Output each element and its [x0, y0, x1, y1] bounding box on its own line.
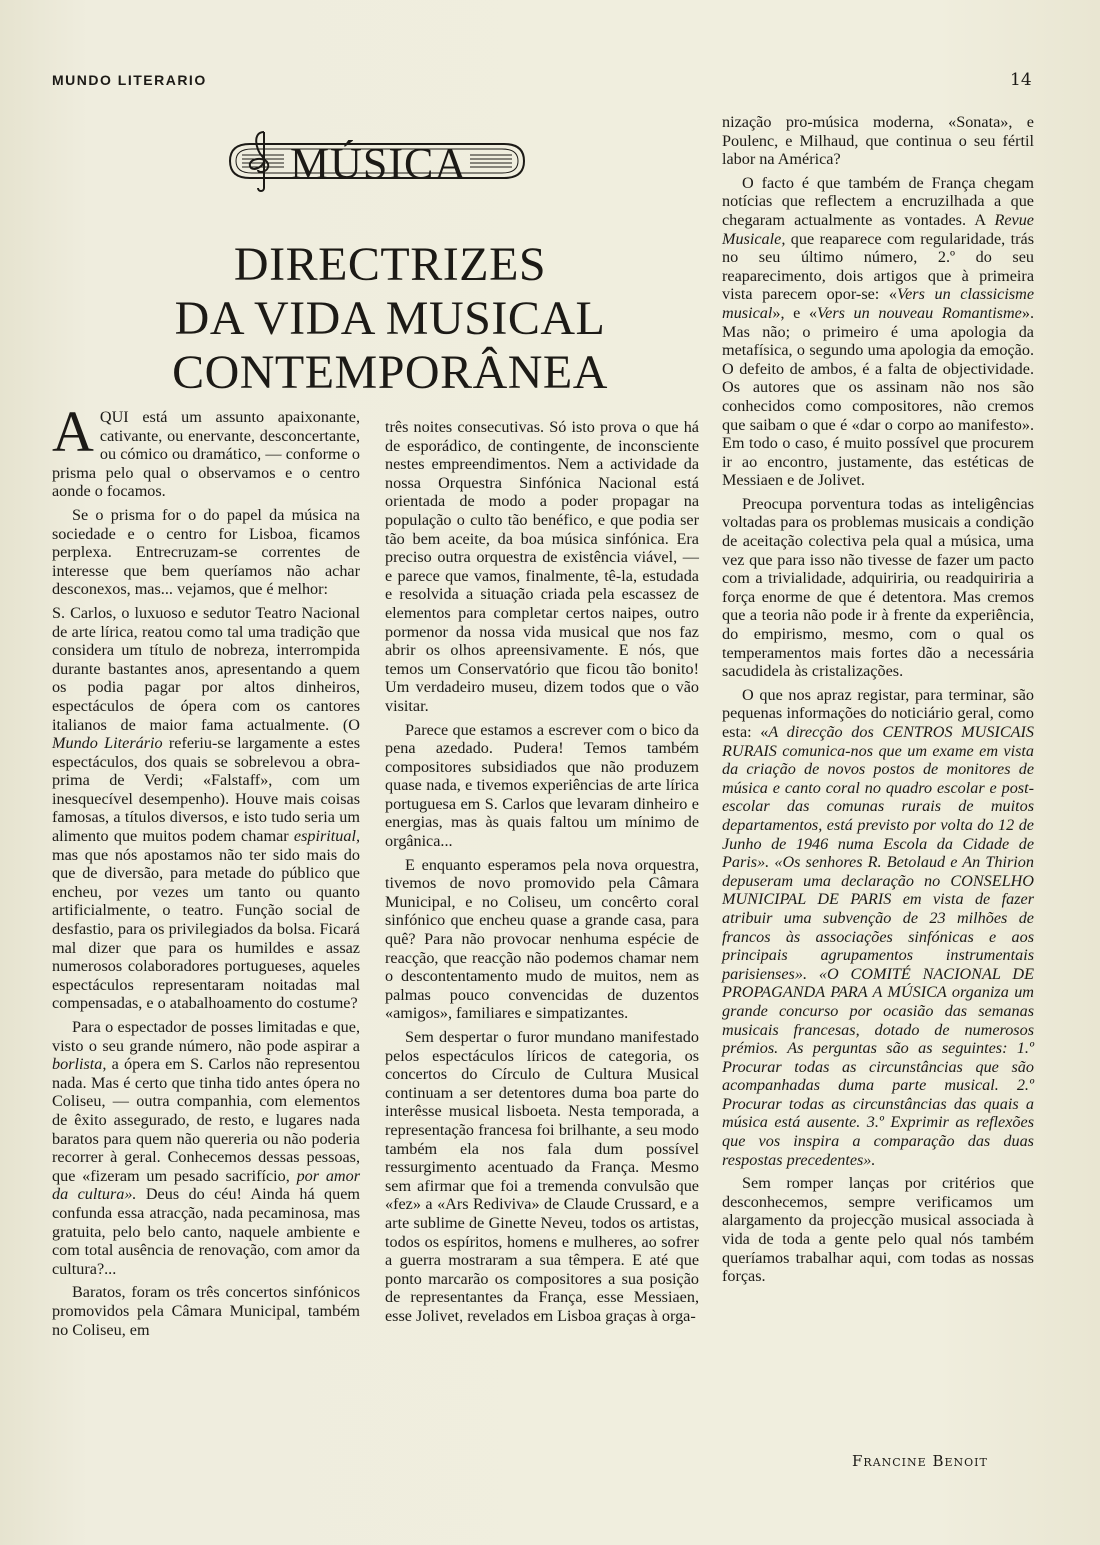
- article-column-1: [52, 399, 361, 1344]
- article-column-2: [385, 418, 699, 1331]
- paragraph: três noites consecutivas. Só isto prova o que há de esporádico, de contingente, de inconsciente nestes empreendimentos. Nem a actividade da nossa Orquestra Sinfónica Nacional está orientada de modo a poder propagar na população o culto tão benéfico, e que podia ser tão bem aceite, da boa música sinfónica. Era preciso outra orquestra de existência viável, — e parece que vamos, finalmente, tê-la, estudada e resolvida a situação criada pela escassez de elementos para completar certos naipes, outro pormenor da nossa vida musical que nos faz abrir os olhos apreensivamente. E nós, que temos um Conservatório que ficou tão bonito! Um verdadeiro museu, dizem todos que o vão visitar.: [385, 418, 699, 715]
- author-signature: Francine Benoit: [852, 1452, 988, 1470]
- headline-line: DA VIDA MUSICAL: [174, 292, 606, 345]
- italic-text: por amor da cultura».: [52, 1166, 360, 1204]
- paragraph-text: Deus do céu! Ainda há quem confunda essa atracção, nada pecaminosa, mas gratuita, pelo belo canto, naquele ambiente e com total ausência de renovação, com amor da cultura?...: [52, 1185, 361, 1278]
- paragraph: [722, 686, 1034, 1169]
- paragraph: Se o prisma for o do papel da música na sociedade e o centro for Lisboa, ficamos perplexa. Entrecruzam-se correntes de interesse que bem queríamos não achar desconexos, mas... vejamos, que é melhor:: [52, 505, 360, 599]
- italic-text: Mundo Literário: [52, 734, 163, 753]
- page-number: 14: [1010, 70, 1032, 90]
- italic-text: borlista,: [52, 1055, 107, 1074]
- paragraph-text: QUI está um assunto apaixonante, cativante, ou enervante, desconcertante, ou cómico ou dramático, — conforme o prisma pelo qual o observamos e o centro aonde o focamos.: [52, 408, 360, 501]
- paragraph-text: a ópera em S. Carlos não representou nada. Mas é certo que tinha tido antes ópera no Coliseu, — outra companhia, com elementos de êxito assegurado, de resto, e lugares nada baratos para quem não quereria ou não poderia recorrer à geral. Conhecemos dessas pessoas, que «fizeram um pesado sacrifício,: [52, 1055, 360, 1185]
- italic-text: Revue Musicale,: [722, 210, 1034, 248]
- section-title: MÚSICA: [290, 139, 468, 188]
- paragraph-text: », e «: [772, 303, 818, 322]
- paragraph-text: O facto é que também de França chegam notícias que reflectem a encruzilhada a que chegaram actualmente as vontades. A: [722, 173, 1034, 229]
- paragraph: [52, 604, 360, 1013]
- paragraph-text: O que nos apraz registar, para terminar, são pequenas informações do noticiário geral, como esta: «: [722, 685, 1034, 741]
- paragraph: nização pro-música moderna, «Sonata», e Poulenc, e Milhaud, que continua o seu fértil labor na América?: [722, 113, 1034, 169]
- magazine-name: MUNDO LITERARIO: [52, 72, 207, 88]
- headline-line: CONTEMPORÂNEA: [172, 346, 608, 399]
- article-headline: [120, 238, 660, 400]
- paragraph: E enquanto esperamos pela nova orquestra, tivemos de novo promovido pela Câmara Municipal, e no Coliseu, um concêrto coral sinfónico que encheu quase a grande casa, para quê? Para não provocar nenhuma espécie de reacção, que reacção não podemos chamar nem o descontentamento mudo de muitos, nem as palmas pouco convencidas de duzentos «amigos», familiares e simpatizantes.: [385, 855, 699, 1023]
- drop-cap: A: [52, 399, 94, 464]
- paragraph: [52, 399, 360, 501]
- paragraph: Parece que estamos a escrever com o bico da pena azedado. Pudera! Temos também compositores subsidiados que não produzem quase nada, e tivemos experiências de arte lírica portuguesa em S. Carlos que levaram dinheiro e energias, mas às quais faltou um mínimo de orgânica...: [385, 720, 699, 851]
- paragraph: Preocupa porventura todas as inteligências voltadas para os problemas musicais a condição de aceitação colectiva pela qual a música, uma vez que para isso não tivesse de fazer um pacto com a trivialidade, adquiriria, ou readquiriria a força enorme de que é detentora. Mas cremos que a teoria não pode ir à frente da experiência, do empirismo, mesmo, com o qual os temperamentos mais fortes dão a necessária sacudidela às cristalizações.: [722, 494, 1034, 681]
- paragraph-text: que reaparece com regularidade, trás no seu último número, 2.º do seu reaparecimento, dois artigos que à primeira vista parecem opor-se: «: [722, 229, 1034, 304]
- paragraph: Sem romper lanças por critérios que desconhecemos, sempre verificamos um alargamento da projecção musical associada à vida de toda a gente pelo qual nós também queríamos trabalhar aqui, com todas as nossas forças.: [722, 1174, 1034, 1286]
- headline-line: DIRECTRIZES: [233, 238, 547, 291]
- paragraph-text: referiu-se largamente a estes espectáculos, dos quais se sobrelevou a obra-prima de Verdi; «Falstaff», com um inesquecível desempenho). Houve mais coisas famosas, a títulos diversos, e isto tudo seria um alimento que muitos podem chamar: [52, 734, 360, 846]
- paragraph-text: S. Carlos, o luxuoso e sedutor Teatro Nacional de arte lírica, reatou como tal uma tradição que considera um título de nobreza, interrompida durante bastantes anos, apresentando a quem os podia pagar por altos dinheiros, espectáculos de ópera com os cantores italianos de maior fama actualmente. (O: [52, 603, 360, 734]
- paragraph: [52, 1018, 360, 1278]
- paragraph: [722, 174, 1034, 490]
- italic-text: Vers un classicisme musical: [722, 285, 1035, 322]
- paragraph-text: ». Mas não; o primeiro é uma apologia da metafísica, o segundo uma apologia da emoção. O defeito de ambos, é a falta de objectividade. Os autores que os assinam não nos são conhecidos como compositores, não cremos que saibam o que é «dar o corpo ao manifesto». Em todo o caso, é muito possível que procurem ir ao encontro, justamente, das estéticas de Messiaen e de Jolivet.: [722, 303, 1035, 490]
- paragraph-text: Para o espectador de posses limitadas e que, visto o seu grande número, não pode aspirar a: [52, 1018, 360, 1055]
- paragraph: Sem despertar o furor mundano manifestado pelos espectáculos líricos de categoria, os concertos do Círculo de Cultura Musical continuam a ser detentores duma boa parte do interêsse musical lisboeta. Nesta temporada, a representação francesa foi brilhante, a seu modo também ela nos fala dum possível ressurgimento acentuado da França. Mesmo sem afirmar que foi a tremenda convulsão que «fez» a «Ars Rediviva» de Claude Crussard, e a arte sublime de Ginette Neveu, todos os artistas, todos os espíritos, homens e mulheres, ao sofrer a guerra mostraram a sua têmpera. E até que ponto marcarão os compositores a sua posição de representantes da França, esse Messiaen, esse Jolivet, revelados em Lisboa graças à orga-: [385, 1028, 699, 1325]
- italic-text: espiritual,: [293, 827, 360, 846]
- article-column-3: [722, 113, 1034, 1291]
- paragraph-text: mas que nós apostamos não ter sido mais do que de diversão, para metade do público que encheu, por vezes um tanto ou quanto artificialmente, o teatro. Função social de desfastio, para os privilegiados da bolsa. Ficará mal dizer que para os humildes e assaz numerosos colaboradores portugueses, aqueles espectáculos representaram noitadas mal compensadas, e o atabalhoamento do costume?: [52, 845, 360, 1013]
- section-title-banner: [222, 130, 532, 190]
- italic-text: A direcção dos CENTROS MUSICAIS RURAIS comunica-nos que um exame em vista da criação de novos postos de monitores de música e canto coral no quadro escolar e post-escolar das comunas rurais de muitos departamentos, está previsto por volta do 12 de Junho de 1946 numa Escola da Cidade de Paris». «Os senhores R. Betolaud e An Thirion depuseram uma declaração no CONSELHO MUNICIPAL DE PARIS em vista de fazer atribuir uma subvenção de 23 milhões de francos às associações sinfónicas e aos principais agrupamentos instrumentais parisienses». «O COMITÉ NACIONAL DE PROPAGANDA PARA A MÚSICA organiza um grande concurso por ocasião das semanas musicais francesas, dotado de numerosos prémios. As perguntas são as seguintes: 1.º Procurar todas as circunstâncias que são acompanhadas duma parte musical. 2.º Procurar todas as circunstâncias das quais a música está ausente. 3.º Exprimir as reflexões que vos inspira a comparação das duas respostas precedentes».: [722, 723, 1034, 1169]
- italic-text: Vers un nouveau Romantisme: [817, 303, 1022, 322]
- paragraph: Baratos, foram os três concertos sinfónicos promovidos pela Câmara Municipal, também no Coliseu, em: [52, 1283, 360, 1339]
